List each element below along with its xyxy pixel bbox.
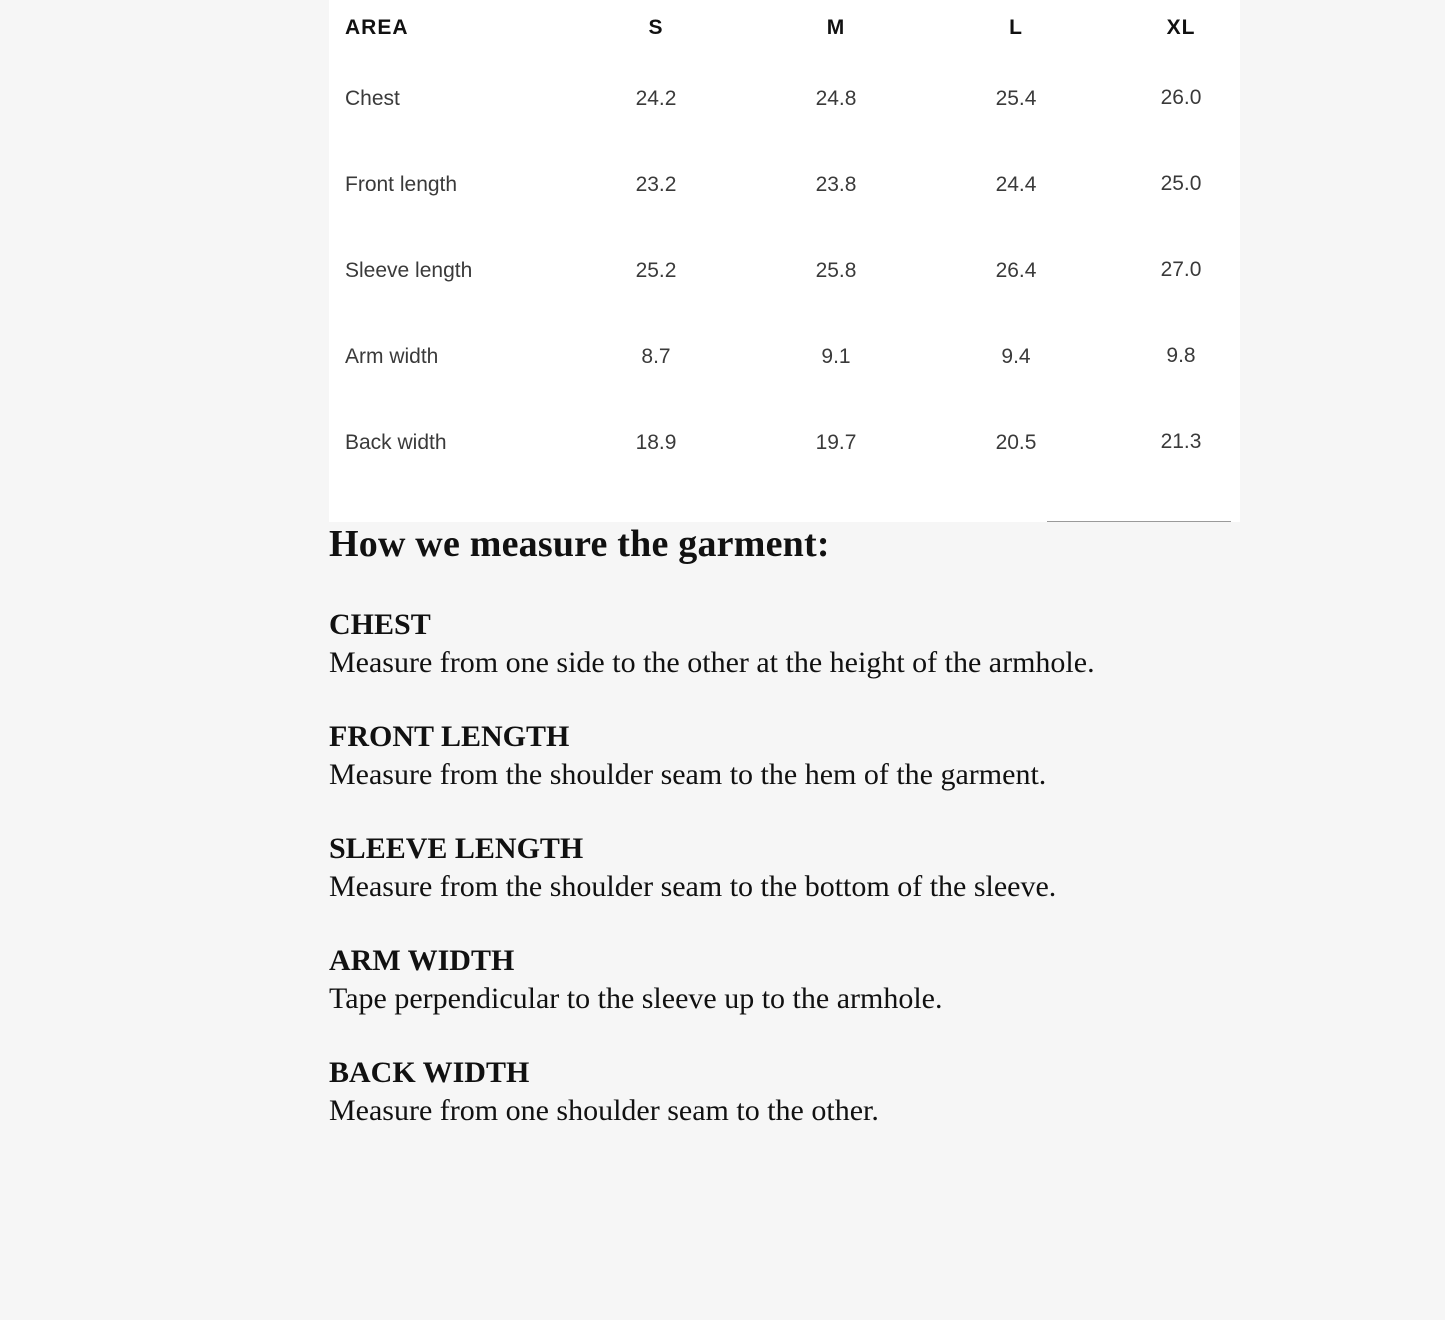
cell-size-m: 23.8 [815,173,857,196]
table-row [329,142,1256,228]
row-area-label: Sleeve length [345,259,473,282]
size-chart-card [329,0,1240,522]
header-size-m: M [826,16,846,39]
measurement-guide [329,522,1329,1130]
guide-description: Measure from one side to the other at the height of the armhole. [329,646,1095,679]
table-row [329,314,1256,400]
header-area: AREA [345,16,409,39]
cell-size-xl: 27.0 [1160,258,1202,281]
guide-description: Tape perpendicular to the sleeve up to the armhole. [329,982,943,1015]
cell-size-xl: 26.0 [1160,86,1202,109]
cell-size-m: 25.8 [815,259,857,282]
header-size-l: L [1009,16,1023,39]
cell-size-l: 20.5 [995,431,1037,454]
cell-size-l: 24.4 [995,173,1037,196]
guide-description: Measure from the shoulder seam to the bottom of the sleeve. [329,870,1057,903]
cell-size-xl: 21.3 [1160,430,1202,453]
cell-size-m: 9.1 [821,345,851,368]
guide-section-sleeve-length [329,830,1329,906]
guide-section-arm-width [329,942,1329,1018]
row-area-label: Arm width [345,345,439,368]
header-size-s: S [648,16,664,39]
cell-size-l: 26.4 [995,259,1037,282]
guide-title: How we measure the garment: [329,523,830,565]
guide-description: Measure from the shoulder seam to the hem of the garment. [329,758,1047,791]
size-chart-table [329,0,1256,486]
guide-heading: BACK WIDTH [329,1056,530,1089]
cell-size-s: 24.2 [635,87,677,110]
size-chart-header-row [329,0,1256,56]
cell-size-m: 24.8 [815,87,857,110]
guide-section-chest [329,606,1329,682]
guide-section-back-width [329,1054,1329,1130]
guide-heading: ARM WIDTH [329,944,515,977]
cell-size-s: 25.2 [635,259,677,282]
cell-size-xl: 9.8 [1166,344,1196,367]
table-row [329,56,1256,142]
cell-size-l: 25.4 [995,87,1037,110]
header-size-xl: XL [1166,16,1196,39]
row-area-label: Chest [345,87,400,110]
row-area-label: Front length [345,173,458,196]
cell-size-l: 9.4 [1001,345,1031,368]
guide-heading: CHEST [329,608,431,641]
guide-section-front-length [329,718,1329,794]
guide-description: Measure from one shoulder seam to the other. [329,1094,879,1127]
table-row [329,400,1256,486]
cell-size-s: 8.7 [641,345,671,368]
guide-heading: SLEEVE LENGTH [329,832,584,865]
cell-size-xl: 25.0 [1160,172,1202,195]
cell-size-s: 23.2 [635,173,677,196]
cell-size-s: 18.9 [635,431,677,454]
table-row [329,228,1256,314]
cell-size-m: 19.7 [815,431,857,454]
row-area-label: Back width [345,431,447,454]
guide-heading: FRONT LENGTH [329,720,570,753]
